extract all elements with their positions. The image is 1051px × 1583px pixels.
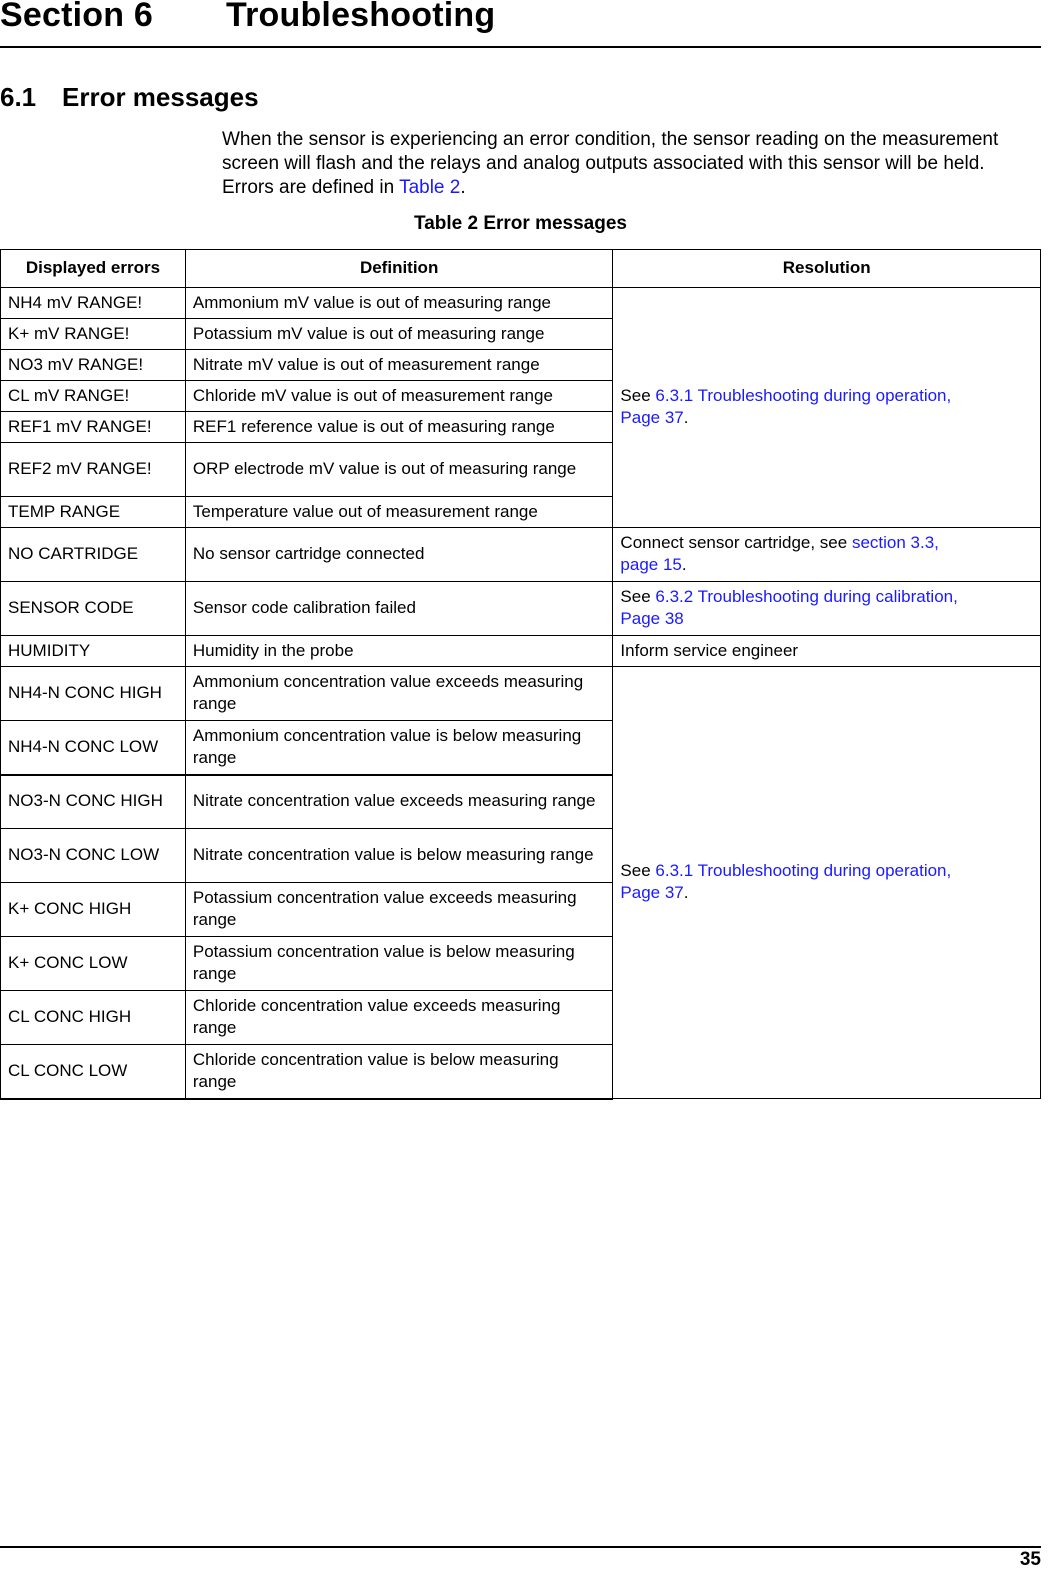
table-row (1, 528, 1041, 582)
error-code: K+ CONC LOW (1, 937, 186, 991)
intro-suffix: . (460, 177, 466, 198)
section-title (0, 0, 495, 35)
resolution-suffix: . (683, 883, 689, 902)
resolution-prefix: Connect sensor cartridge, see (620, 533, 852, 552)
table-row (1, 288, 1041, 319)
error-code: CL CONC LOW (1, 1045, 186, 1099)
error-code: REF2 mV RANGE! (1, 443, 186, 497)
link-6-3-2[interactable]: 6.3.2 Troubleshooting during calibration, (655, 587, 958, 606)
error-code: NH4 mV RANGE! (1, 288, 186, 319)
link-section-3-3[interactable]: section 3.3, (851, 533, 939, 552)
section-name: Troubleshooting (226, 0, 496, 34)
link-page-15[interactable]: page 15 (620, 555, 682, 574)
error-code: REF1 mV RANGE! (1, 412, 186, 443)
error-code: CL CONC HIGH (1, 991, 186, 1045)
error-definition: ORP electrode mV value is out of measuring range (185, 443, 613, 497)
link-page-38[interactable]: Page 38 (620, 609, 684, 628)
subsection-title (0, 82, 259, 113)
error-definition: Potassium concentration value is below measuring range (185, 937, 613, 991)
resolution-suffix: . (681, 555, 687, 574)
footer-divider (0, 1546, 1041, 1548)
intro-text: When the sensor is experiencing an error condition, the sensor reading on the measurement screen will flash and the relays and analog outputs associated with this sensor will be held. Errors are defined in (222, 129, 999, 198)
header-displayed-errors: Displayed errors (1, 250, 186, 288)
error-definition: Ammonium concentration value exceeds measuring range (185, 667, 613, 721)
error-code: NO3-N CONC HIGH (1, 775, 186, 829)
resolution-cell (613, 582, 1041, 636)
error-code: NH4-N CONC HIGH (1, 667, 186, 721)
error-messages-table (0, 249, 1041, 1100)
error-code: K+ CONC HIGH (1, 883, 186, 937)
section-number: Section 6 (0, 0, 153, 34)
error-definition: Nitrate concentration value exceeds measuring range (185, 775, 613, 829)
table-2-link[interactable]: Table 2 (399, 177, 461, 198)
error-definition: Chloride concentration value exceeds measuring range (185, 991, 613, 1045)
error-definition: Sensor code calibration failed (185, 582, 613, 636)
resolution-cell (613, 667, 1041, 1099)
error-code: NO CARTRIDGE (1, 528, 186, 582)
error-code: SENSOR CODE (1, 582, 186, 636)
error-definition: No sensor cartridge connected (185, 528, 613, 582)
error-definition: REF1 reference value is out of measuring range (185, 412, 613, 443)
link-6-3-1[interactable]: 6.3.1 Troubleshooting during operation, (655, 386, 952, 405)
error-definition: Humidity in the probe (185, 636, 613, 667)
header-resolution: Resolution (613, 250, 1041, 288)
error-code: NH4-N CONC LOW (1, 721, 186, 775)
error-code: CL mV RANGE! (1, 381, 186, 412)
error-code: NO3-N CONC LOW (1, 829, 186, 883)
resolution-cell (613, 288, 1041, 528)
resolution-prefix: See (620, 861, 656, 880)
error-definition: Chloride mV value is out of measurement range (185, 381, 613, 412)
link-page-37[interactable]: Page 37 (620, 883, 684, 902)
resolution-suffix: . (683, 408, 689, 427)
title-divider (0, 46, 1041, 48)
error-definition: Potassium concentration value exceeds measuring range (185, 883, 613, 937)
link-6-3-1[interactable]: 6.3.1 Troubleshooting during operation, (655, 861, 952, 880)
subsection-number: 6.1 (0, 82, 37, 112)
error-definition: Potassium mV value is out of measuring range (185, 319, 613, 350)
error-code: NO3 mV RANGE! (1, 350, 186, 381)
table-header-row (1, 250, 1041, 288)
table-row (1, 582, 1041, 636)
subsection-name: Error messages (62, 82, 259, 112)
resolution-prefix: See (620, 386, 656, 405)
link-page-37[interactable]: Page 37 (620, 408, 684, 427)
page-number: 35 (1019, 1549, 1041, 1570)
error-definition: Nitrate mV value is out of measurement range (185, 350, 613, 381)
error-code: TEMP RANGE (1, 497, 186, 528)
error-code: HUMIDITY (1, 636, 186, 667)
error-definition: Ammonium mV value is out of measuring range (185, 288, 613, 319)
intro-paragraph (222, 128, 1022, 200)
resolution-cell: Inform service engineer (613, 636, 1041, 667)
error-definition: Ammonium concentration value is below measuring range (185, 721, 613, 775)
table-caption: Table 2 Error messages (414, 213, 627, 234)
resolution-prefix: See (620, 587, 656, 606)
error-definition: Nitrate concentration value is below measuring range (185, 829, 613, 883)
error-definition: Chloride concentration value is below measuring range (185, 1045, 613, 1099)
error-definition: Temperature value out of measurement range (185, 497, 613, 528)
resolution-cell (613, 528, 1041, 582)
header-definition: Definition (185, 250, 613, 288)
table-row (1, 667, 1041, 721)
table-row (1, 636, 1041, 667)
error-code: K+ mV RANGE! (1, 319, 186, 350)
